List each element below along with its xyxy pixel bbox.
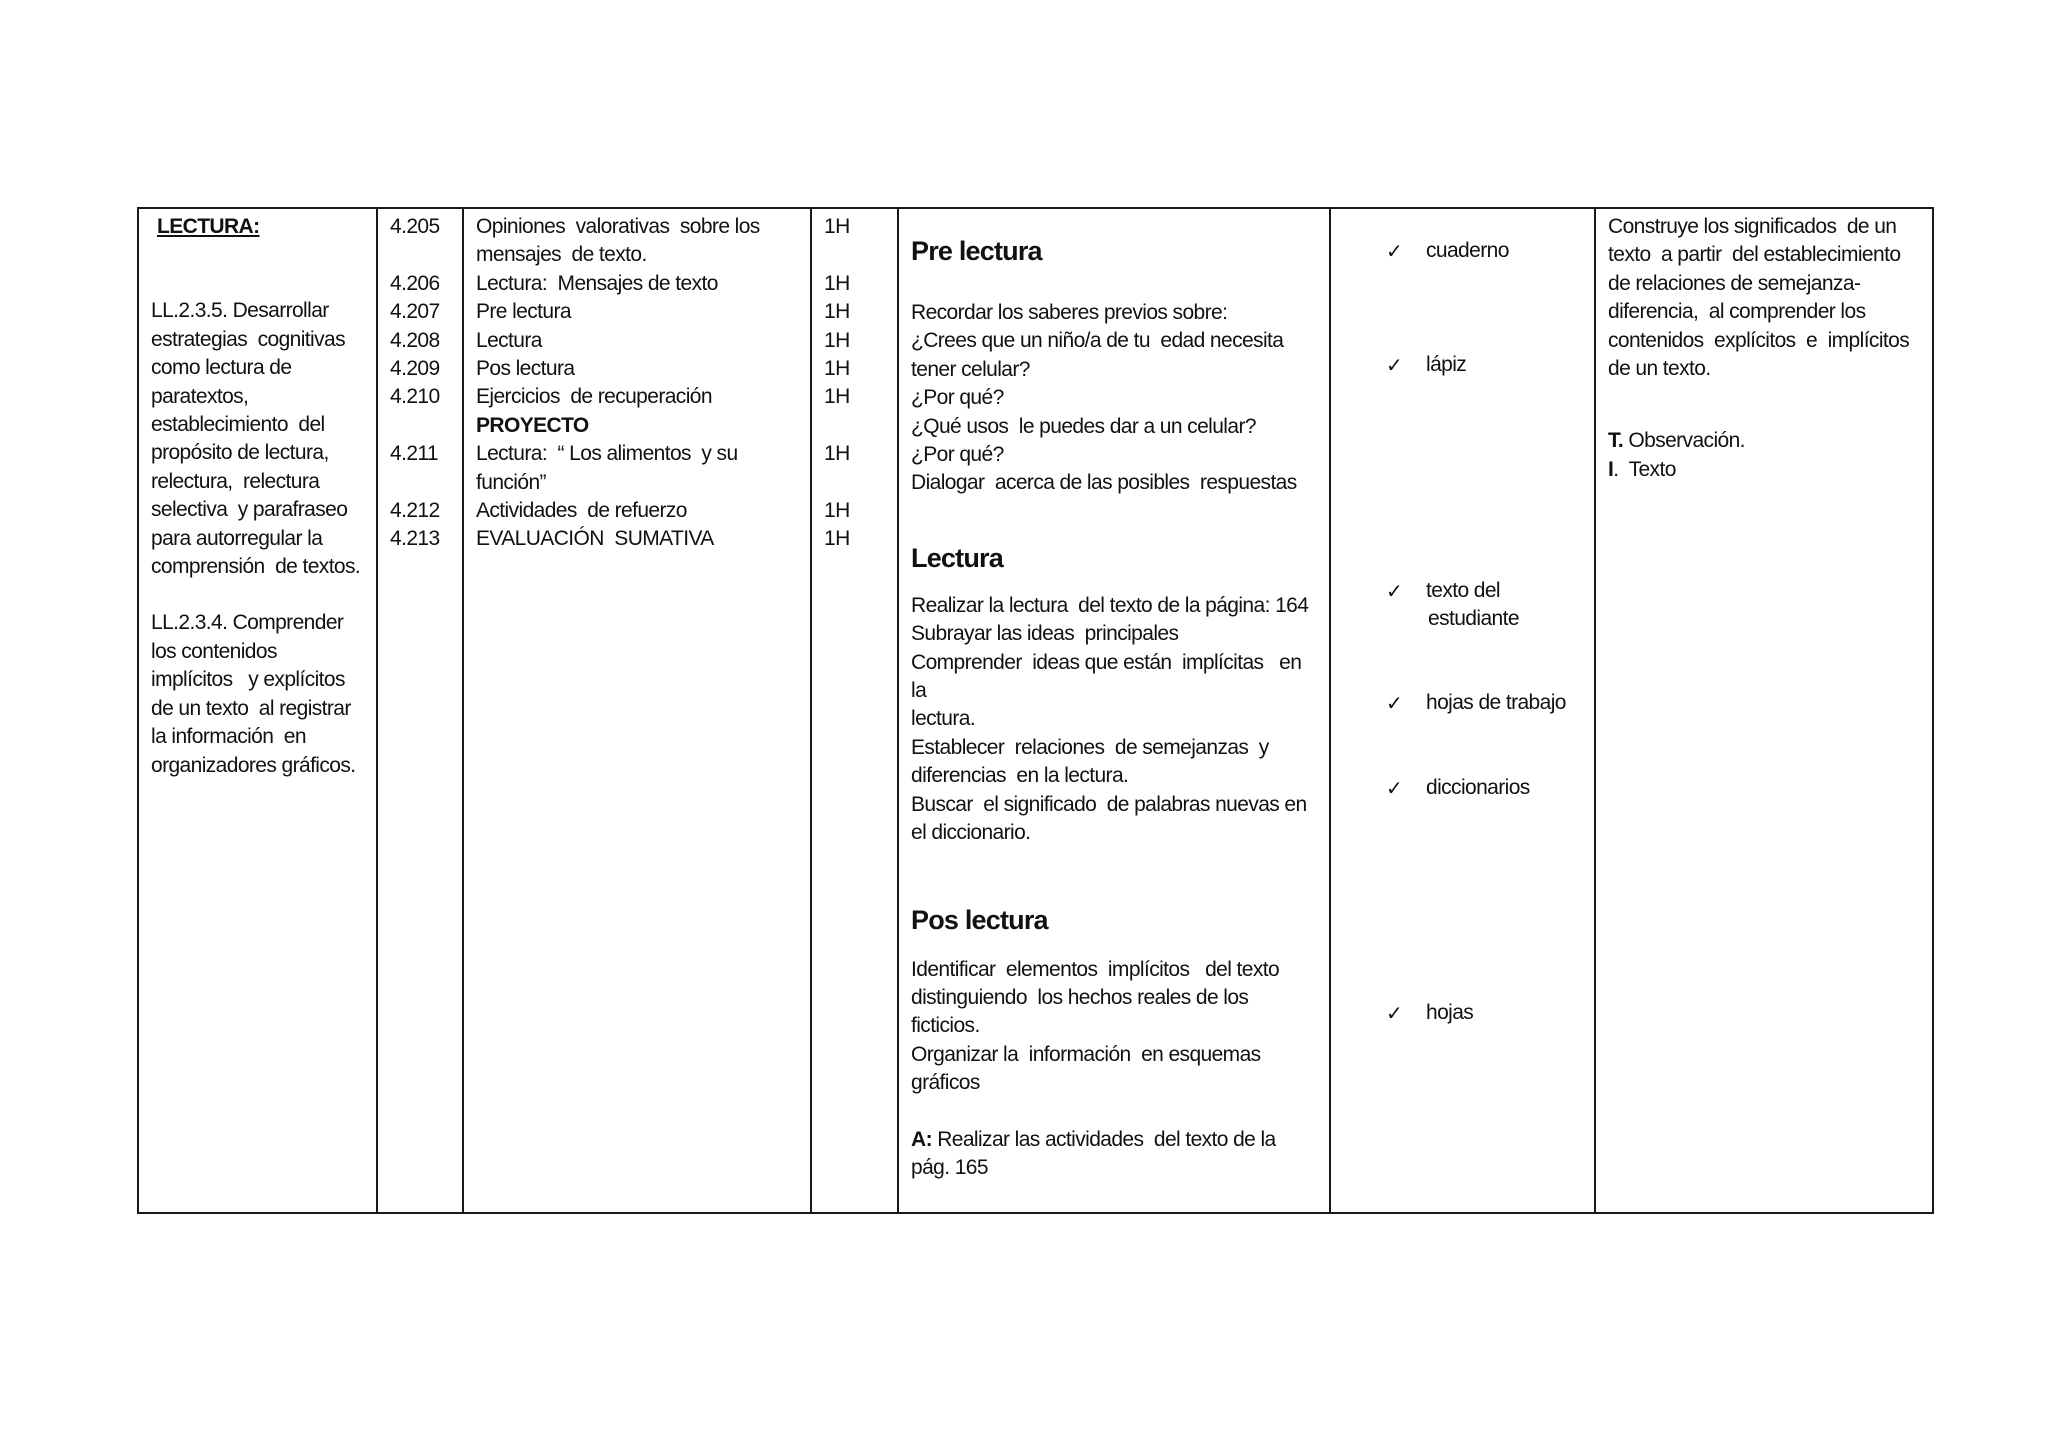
topic-line: Pre lectura [476, 300, 571, 324]
technique-line [1608, 427, 1922, 455]
material-item [1386, 774, 1530, 802]
activity-line: diferencias en la lectura. [911, 764, 1129, 788]
skill-line: propósito de lectura, [151, 441, 329, 465]
topic-line: Lectura: Mensajes de texto [476, 271, 718, 295]
checkmark-icon: ✓ [1386, 1001, 1403, 1025]
hours-value: 1H [824, 357, 850, 381]
hours-value: 1H [824, 271, 850, 295]
skills-cell [138, 208, 377, 1213]
topic-line: Pos lectura [476, 357, 575, 381]
materials-cell [1330, 208, 1595, 1213]
activity-line: ¿Por qué? [911, 443, 1004, 467]
activity-line: el diccionario. [911, 821, 1031, 845]
activity-assignment [911, 1126, 1319, 1154]
topic-line: Opiniones valorativas sobre los [476, 215, 760, 238]
topic-line: mensajes de texto. [476, 243, 647, 267]
code: 4.210 [390, 385, 440, 409]
instrument-label: I [1608, 457, 1614, 481]
hours-value: 1H [824, 499, 850, 523]
code: 4.212 [390, 499, 440, 523]
topic-line: EVALUACIÓN SUMATIVA [476, 527, 714, 551]
activity-line: ¿Qué usos le puedes dar a un celular? [911, 414, 1256, 438]
material-item [1386, 999, 1473, 1027]
hours-value: 1H [824, 527, 850, 551]
technique-label: T. [1608, 429, 1624, 453]
skill-line: establecimiento del [151, 413, 325, 437]
skill-line: LL.2.3.4. Comprender [151, 611, 344, 635]
checkmark-icon: ✓ [1386, 691, 1403, 715]
codes-cell [377, 208, 463, 1213]
section-heading: LECTURA: [157, 215, 260, 238]
checkmark-icon: ✓ [1386, 776, 1403, 800]
activity-line: Identificar elementos implícitos del texto [911, 957, 1280, 981]
material-label: hojas de trabajo [1426, 691, 1566, 714]
material-label: cuaderno [1426, 239, 1509, 262]
topic-line: Lectura [476, 328, 542, 352]
code: 4.211 [390, 442, 438, 466]
skill-line: como lectura de [151, 356, 292, 380]
material-item [1386, 237, 1509, 265]
skill-line: para autorregular la [151, 526, 323, 550]
activity-line: Organizar la información en esquemas [911, 1042, 1261, 1066]
hours-value: 1H [824, 385, 850, 409]
checkmark-icon: ✓ [1386, 353, 1403, 377]
activities-cell [898, 208, 1330, 1213]
activity-line: ficticios. [911, 1014, 980, 1038]
checkmark-icon: ✓ [1386, 239, 1403, 263]
topic-line: Actividades de refuerzo [476, 499, 687, 523]
activity-line: pág. 165 [911, 1155, 988, 1179]
code: 4.213 [390, 527, 440, 551]
criteria-line: texto a partir del establecimiento [1608, 243, 1901, 267]
criteria-line: de relaciones de semejanza- [1608, 271, 1861, 295]
checkmark-icon: ✓ [1386, 579, 1403, 603]
activity-line: Realizar la lectura del texto de la página: 164 [911, 593, 1309, 617]
material-label: texto del estudiante [1426, 579, 1519, 631]
skill-line: paratextos, [151, 384, 249, 408]
topics-cell [463, 208, 811, 1213]
skill-line: comprensión de textos. [151, 555, 361, 579]
material-label: hojas [1426, 1001, 1474, 1024]
criteria-line: contenidos explícitos e implícitos [1608, 328, 1910, 352]
material-item [1386, 689, 1566, 717]
project-label: PROYECTO [476, 413, 589, 437]
pos-lectura-heading: Pos lectura [911, 904, 1048, 935]
topic-line: función” [476, 470, 546, 494]
hours-value: 1H [824, 328, 850, 352]
skill-line: los contenidos [151, 639, 277, 663]
code: 4.208 [390, 328, 440, 352]
activity-line: ¿Por qué? [911, 386, 1004, 410]
topic-line: Lectura: “ Los alimentos y su [476, 442, 738, 466]
hours-value: 1H [824, 215, 850, 238]
code: 4.207 [390, 300, 440, 324]
activity-line: gráficos [911, 1071, 980, 1095]
criteria-line: de un texto. [1608, 357, 1711, 381]
code: 4.205 [390, 215, 440, 238]
activity-line: lectura. [911, 707, 976, 731]
instrument-line [1608, 456, 1922, 484]
skill-line: relectura, relectura [151, 469, 320, 493]
activity-line: Comprender ideas que están implícitas en la [911, 650, 1307, 703]
criteria-line: Construye los significados de un [1608, 215, 1897, 238]
skill-line: organizadores gráficos. [151, 753, 356, 777]
skill-line: de un texto al registrar [151, 696, 351, 720]
code [390, 469, 452, 497]
code: 4.206 [390, 271, 440, 295]
technique-value: Observación. [1623, 429, 1745, 453]
material-label: diccionarios [1426, 776, 1530, 799]
skill-line: selectiva y parafraseo [151, 498, 348, 522]
activity-line: tener celular? [911, 357, 1030, 381]
activity-line: Buscar el significado de palabras nuevas en [911, 792, 1307, 816]
pre-lectura-heading: Pre lectura [911, 236, 1042, 266]
skill-line: implícitos y explícitos [151, 668, 345, 692]
activity-line: Establecer relaciones de semejanzas y [911, 735, 1269, 759]
topic-line: Ejercicios de recuperación [476, 385, 712, 409]
material-label: lápiz [1426, 353, 1467, 376]
activity-line: Recordar los saberes previos sobre: [911, 301, 1228, 324]
instrument-value: . Texto [1613, 457, 1676, 481]
hours-cell [811, 208, 898, 1213]
activity-line: Dialogar acerca de las posibles respuestas [911, 471, 1297, 495]
code [390, 412, 452, 440]
assessment-cell [1595, 208, 1933, 1213]
lectura-heading: Lectura [911, 542, 1003, 573]
material-item [1386, 351, 1466, 379]
lesson-plan-table [137, 207, 1934, 1214]
skill-line: LL.2.3.5. Desarrollar [151, 299, 329, 323]
activity-line: distinguiendo los hechos reales de los [911, 985, 1249, 1009]
code: 4.209 [390, 357, 440, 381]
activity-line: Subrayar las ideas principales [911, 622, 1179, 646]
code [390, 241, 452, 269]
activity-text: Realizar las actividades del texto de la [931, 1127, 1276, 1151]
hours-value: 1H [824, 442, 850, 466]
table-row [138, 208, 1933, 1213]
criteria-line: diferencia, al comprender los [1608, 300, 1866, 324]
material-item [1386, 577, 1519, 634]
activity-line: ¿Crees que un niño/a de tu edad necesita [911, 329, 1284, 353]
skill-line: la información en [151, 725, 306, 749]
hours-value: 1H [824, 300, 850, 324]
activity-label: A: [911, 1127, 932, 1151]
skill-line: estrategias cognitivas [151, 327, 345, 351]
